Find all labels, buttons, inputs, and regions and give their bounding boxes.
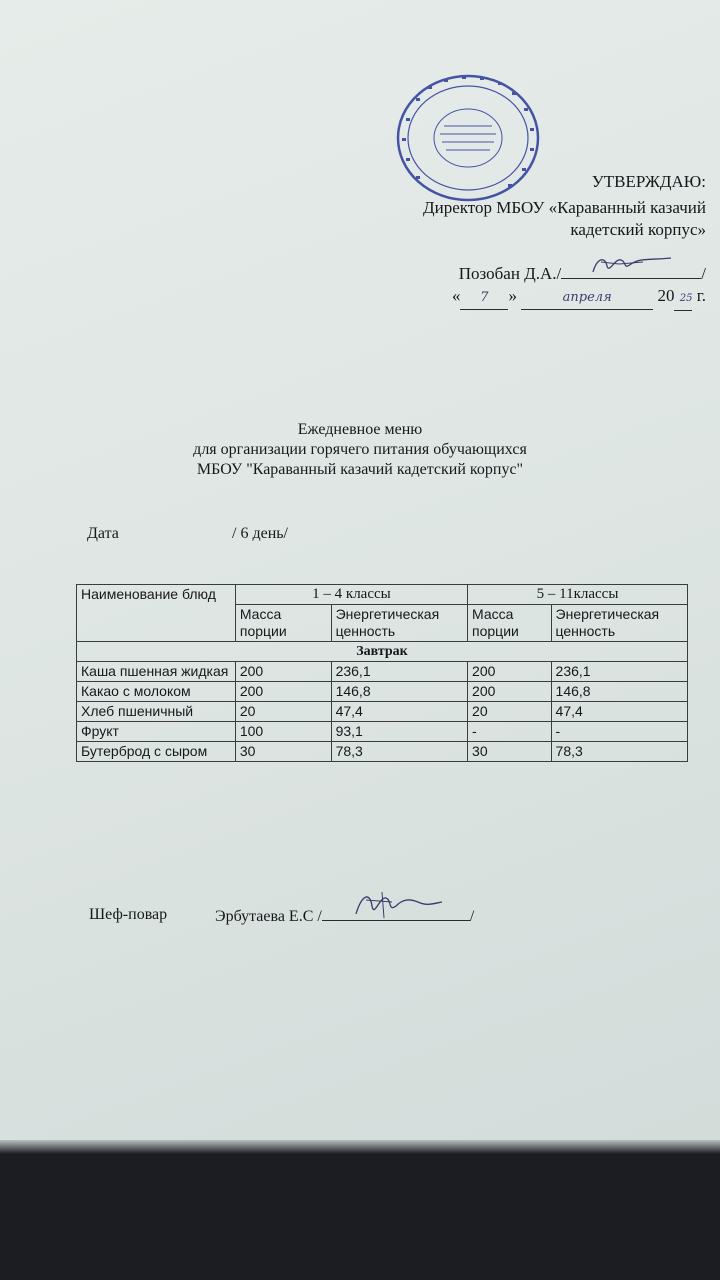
dish-name: Какао с молоком bbox=[77, 682, 236, 702]
dish-name: Хлеб пшеничный bbox=[77, 702, 236, 722]
mass-1: 20 bbox=[235, 702, 331, 722]
energy-2: 78,3 bbox=[551, 742, 687, 762]
date-close-quote: » bbox=[508, 286, 517, 305]
date-year-end: г. bbox=[696, 286, 706, 305]
mass-2: - bbox=[468, 722, 552, 742]
dish-name: Фрукт bbox=[77, 722, 236, 742]
menu-organization: МБОУ "Караванный казачий кадетский корпус" bbox=[196, 461, 524, 478]
chef-signature-line bbox=[322, 906, 470, 921]
date-year-value: 25 bbox=[679, 293, 693, 304]
energy-2: 236,1 bbox=[551, 662, 687, 682]
menu-subtitle: для организации горячего питания обучающихся bbox=[193, 441, 527, 458]
director-signature-line bbox=[561, 264, 701, 279]
page-edge-shadow bbox=[0, 1140, 720, 1154]
mass-1: 200 bbox=[235, 682, 331, 702]
header-dish-name: Наименование блюд bbox=[77, 585, 236, 642]
approval-title: УТВЕРЖДАЮ: bbox=[591, 172, 706, 191]
mass-2: 200 bbox=[468, 682, 552, 702]
header-grades-5-11: 5 – 11классы bbox=[468, 585, 688, 605]
section-breakfast: Завтрак bbox=[77, 642, 688, 662]
section-row bbox=[77, 642, 688, 662]
mass-1: 30 bbox=[235, 742, 331, 762]
chef-signature-end: / bbox=[469, 908, 475, 925]
menu-title: Ежедневное меню bbox=[297, 421, 423, 438]
table-row bbox=[77, 742, 688, 762]
official-seal bbox=[388, 68, 548, 208]
energy-1: 78,3 bbox=[331, 742, 467, 762]
approval-signer-row: Позобан Д.А./ / bbox=[459, 263, 706, 285]
header-grades-1-4: 1 – 4 классы bbox=[235, 585, 467, 605]
mass-1: 200 bbox=[235, 662, 331, 682]
header-energy-2: Энергетическая ценность bbox=[551, 605, 687, 642]
header-mass-1: Масса порции bbox=[235, 605, 331, 642]
date-year-field bbox=[674, 285, 692, 311]
mass-2: 200 bbox=[468, 662, 552, 682]
energy-1: 146,8 bbox=[331, 682, 467, 702]
chef-name: Эрбутаева Е.С / bbox=[215, 908, 322, 925]
chef-signature-row bbox=[215, 906, 474, 926]
mass-1: 100 bbox=[235, 722, 331, 742]
date-year-prefix: 20 bbox=[657, 286, 675, 305]
table-header-row bbox=[77, 585, 688, 605]
energy-1: 236,1 bbox=[331, 662, 467, 682]
energy-2: 146,8 bbox=[551, 682, 687, 702]
approval-organization: кадетский корпус» bbox=[570, 220, 706, 239]
date-day-value: 7 bbox=[480, 290, 489, 305]
date-month-value: апреля bbox=[562, 290, 612, 305]
director-signature bbox=[561, 254, 701, 276]
date-label: Дата bbox=[87, 525, 119, 542]
date-open-quote: « bbox=[451, 286, 461, 305]
date-day-field bbox=[460, 285, 508, 310]
dish-name: Каша пшенная жидкая bbox=[77, 662, 236, 682]
chef-signature bbox=[322, 888, 470, 922]
approval-date-row bbox=[452, 285, 706, 311]
dish-name: Бутерброд с сыром bbox=[77, 742, 236, 762]
mass-2: 30 bbox=[468, 742, 552, 762]
approval-position: Директор МБОУ «Караванный казачий bbox=[423, 198, 706, 217]
menu-table bbox=[76, 584, 688, 762]
table-row bbox=[77, 722, 688, 742]
chef-role: Шеф-повар bbox=[89, 906, 168, 923]
energy-2: - bbox=[551, 722, 687, 742]
header-energy-1: Энергетическая ценность bbox=[331, 605, 467, 642]
table-row bbox=[77, 682, 688, 702]
energy-1: 47,4 bbox=[331, 702, 467, 722]
day-number: / 6 день/ bbox=[232, 525, 288, 542]
table-row bbox=[77, 662, 688, 682]
energy-2: 47,4 bbox=[551, 702, 687, 722]
header-mass-2: Масса порции bbox=[468, 605, 552, 642]
date-month-field bbox=[521, 285, 653, 310]
energy-1: 93,1 bbox=[331, 722, 467, 742]
table-row bbox=[77, 702, 688, 722]
mass-2: 20 bbox=[468, 702, 552, 722]
approval-signer-name: Позобан Д.А./ bbox=[458, 264, 562, 283]
